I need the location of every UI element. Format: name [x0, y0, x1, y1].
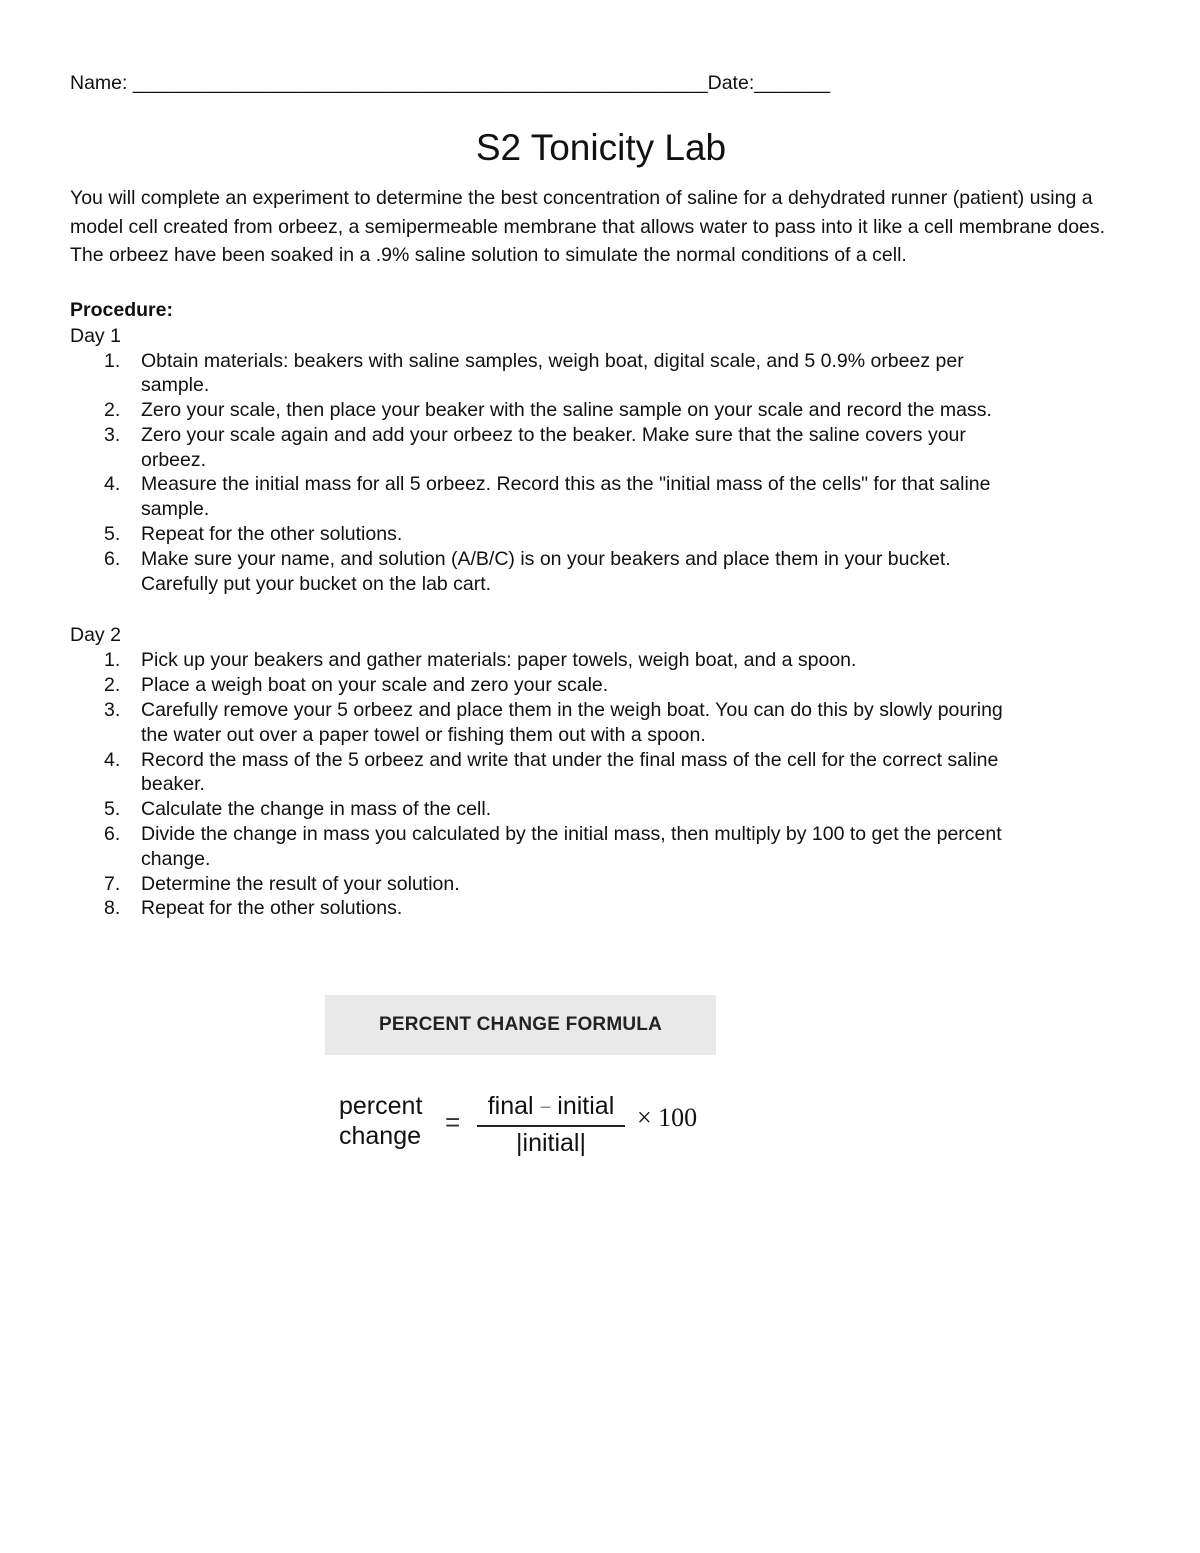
formula-multiplier: × 100: [637, 1103, 698, 1132]
list-item: [70, 398, 1132, 423]
numerator-final: final: [487, 1092, 534, 1120]
step-text: Pick up your beakers and gather materials: paper towels, weigh boat, and a spoon.: [141, 649, 857, 672]
step-text: Zero your scale again and add your orbeez to the beaker. Make sure that the saline covers your: [141, 423, 966, 446]
step-text: Obtain materials: beakers with saline samples, weigh boat, digital scale, and 5 0.9% orbeez per: [141, 349, 964, 372]
list-item: [70, 698, 1132, 748]
step-text: Divide the change in mass you calculated by the initial mass, then multiply by 100 to get the percent: [141, 823, 1002, 846]
name-date-line: Name: _____________________________________________________Date:_______: [70, 72, 831, 94]
formula-equals: =: [445, 1107, 461, 1137]
list-item: [70, 472, 1132, 522]
step-text: Measure the initial mass for all 5 orbeez. Record this as the "initial mass of the cells" for that saline: [141, 473, 991, 496]
step-text-cont: Carefully put your bucket on the lab cart.: [141, 572, 492, 595]
percent-change-formula-figure: [325, 995, 725, 1161]
step-text-cont: the water out over a paper towel or fishing them out with a spoon.: [141, 723, 706, 746]
step-number: 7.: [104, 872, 121, 895]
list-item: [70, 896, 1132, 921]
step-text-cont: sample.: [141, 374, 210, 397]
numerator-minus: −: [539, 1097, 552, 1119]
step-text: Record the mass of the 5 orbeez and write that under the final mass of the cell for the correct saline: [141, 748, 999, 771]
step-number: 5.: [104, 523, 121, 546]
step-number: 1.: [104, 649, 121, 672]
intro-paragraph: You will complete an experiment to determine the best concentration of saline for a dehydrated runner (patient) using a model cell created from orbeez, a semipermeable membrane that allows water to pass into it like a cell membrane does. The orbeez have been soaked in a .9% saline solution to simulate the normal conditions of a cell.: [70, 187, 1106, 266]
procedure-heading: Procedure:: [70, 298, 173, 321]
step-number: 6.: [104, 823, 121, 846]
numerator-initial: initial: [557, 1092, 615, 1120]
formula-lhs: [339, 1091, 422, 1151]
formula-banner: PERCENT CHANGE FORMULA: [325, 995, 716, 1055]
step-text: Repeat for the other solutions.: [141, 523, 403, 546]
day2-label: Day 2: [70, 624, 121, 647]
formula-numerator: [477, 1091, 625, 1123]
step-text-cont: orbeez.: [141, 448, 207, 471]
formula-fraction: [477, 1091, 625, 1157]
list-item: [70, 648, 1132, 673]
list-item: [70, 547, 1132, 597]
day2-steps: [70, 648, 1132, 921]
step-text: Determine the result of your solution.: [141, 872, 460, 895]
step-number: 6.: [104, 547, 121, 570]
step-number: 5.: [104, 798, 121, 821]
step-number: 2.: [104, 674, 121, 697]
step-text: Carefully remove your 5 orbeez and place them in the weigh boat. You can do this by slowly pouring: [141, 699, 1003, 722]
step-text-cont: beaker.: [141, 773, 205, 796]
list-item: [70, 748, 1132, 798]
fraction-bar: [477, 1125, 625, 1127]
step-text-cont: sample.: [141, 498, 210, 521]
step-number: 2.: [104, 399, 121, 422]
step-text: Repeat for the other solutions.: [141, 897, 403, 920]
formula-denominator: |initial|: [516, 1128, 586, 1157]
day1-label: Day 1: [70, 324, 121, 347]
formula-lhs-line2: change: [339, 1122, 422, 1150]
step-number: 4.: [104, 748, 121, 771]
step-text-cont: change.: [141, 847, 211, 870]
list-item: [70, 872, 1132, 897]
list-item: [70, 822, 1132, 872]
step-text: Place a weigh boat on your scale and zero your scale.: [141, 674, 609, 697]
list-item: [70, 673, 1132, 698]
step-number: 3.: [104, 699, 121, 722]
step-number: 8.: [104, 897, 121, 920]
day1-steps: [70, 349, 1132, 597]
page-title: S2 Tonicity Lab: [475, 127, 727, 168]
list-item: [70, 423, 1132, 473]
document-page: [70, 70, 1132, 921]
step-text: Zero your scale, then place your beaker with the saline sample on your scale and record the mass.: [141, 399, 992, 422]
step-text: Make sure your name, and solution (A/B/C) is on your beakers and place them in your bucket.: [141, 547, 951, 570]
step-number: 1.: [104, 349, 121, 372]
step-text: Calculate the change in mass of the cell.: [141, 798, 492, 821]
step-number: 3.: [104, 423, 121, 446]
list-item: [70, 522, 1132, 547]
list-item: [70, 797, 1132, 822]
formula-equation: [325, 1091, 725, 1161]
formula-lhs-line1: percent: [339, 1092, 423, 1120]
list-item: [70, 349, 1132, 399]
step-number: 4.: [104, 473, 121, 496]
